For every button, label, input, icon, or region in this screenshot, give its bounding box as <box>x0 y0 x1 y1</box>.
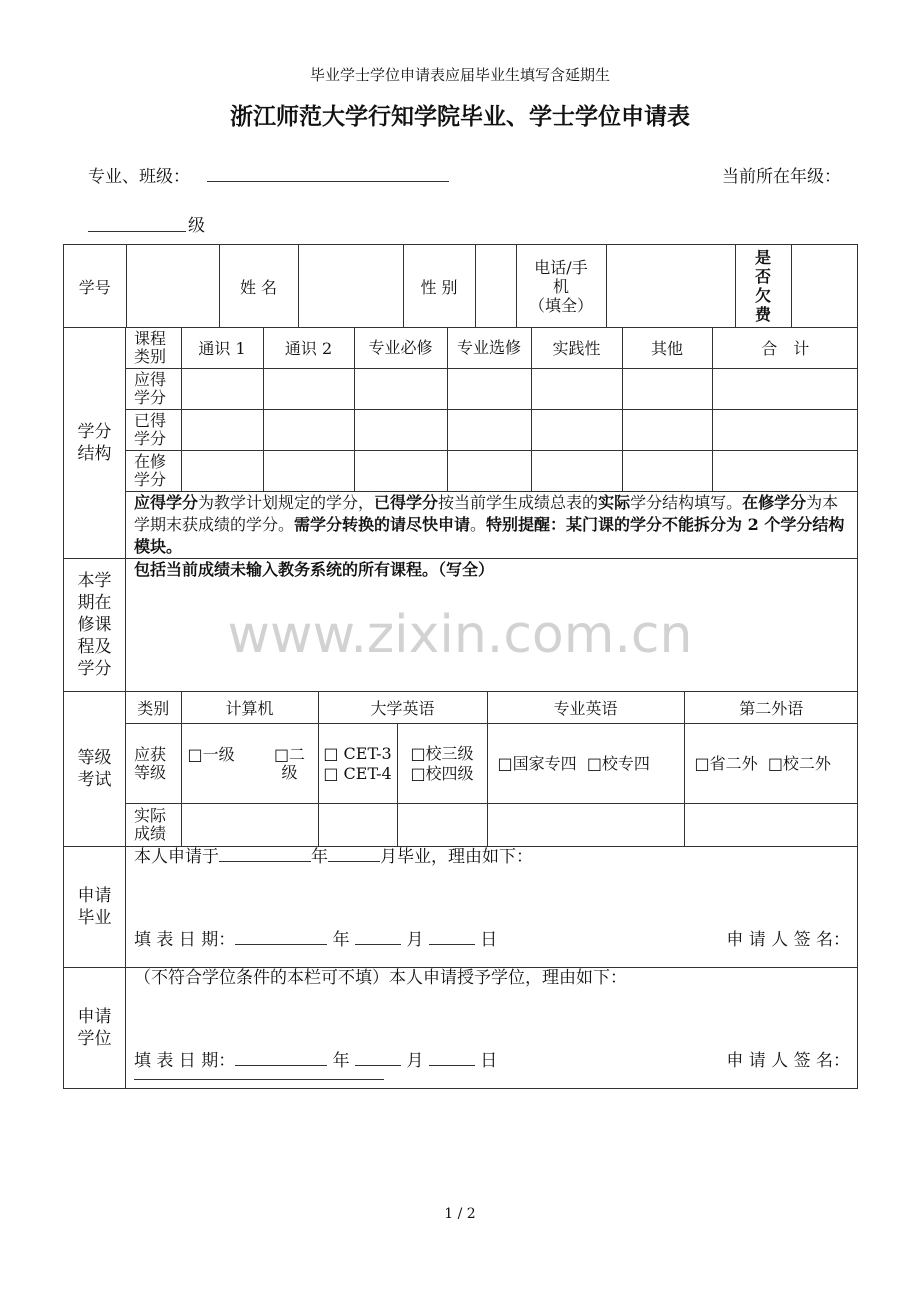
level-exam-row <box>64 691 858 846</box>
student-id-label: 学号 <box>78 277 111 297</box>
grade-suffix: 级 <box>188 216 205 236</box>
watermark: www.zixin.com.cn <box>227 605 693 665</box>
earned-credits-label: 已得学分 <box>134 410 167 448</box>
name-label: 姓 名 <box>239 277 278 297</box>
major-english-score-field[interactable] <box>487 804 684 846</box>
cell[interactable] <box>447 450 531 491</box>
cell[interactable] <box>263 368 354 409</box>
cell[interactable] <box>181 409 263 450</box>
gender-label: 性 别 <box>420 277 458 297</box>
cell[interactable] <box>263 409 354 450</box>
major-class-label: 专业、班级： <box>88 167 190 187</box>
cell[interactable] <box>354 450 447 491</box>
degree-label: 申请学位 <box>77 1006 112 1049</box>
school-english-score-field[interactable] <box>397 804 487 846</box>
course-category-header: 课程类别 <box>134 328 167 366</box>
graduation-field[interactable] <box>126 846 858 967</box>
major-required-header: 专业必修 <box>368 337 433 357</box>
grad-date-year: 年 <box>332 929 350 950</box>
page-number: 1 / 2 <box>444 1206 476 1222</box>
degree-date-month-field[interactable] <box>355 1065 401 1066</box>
phone-field[interactable] <box>606 245 735 327</box>
phone-label-line3: （填全） <box>528 295 593 315</box>
general1-header: 通识 1 <box>198 339 246 359</box>
note-text: 为教学计划规定的学分， <box>198 492 375 512</box>
major-elective-header: 专业选修 <box>456 337 521 357</box>
credit-structure-row <box>64 328 858 559</box>
current-courses-note: 包括当前成绩未输入教务系统的所有课程。（写全） <box>134 559 495 579</box>
grad-date-label: 填 表 日 期： <box>134 929 236 950</box>
degree-date-year-field[interactable] <box>235 1065 327 1066</box>
degree-signature-label: 申 请 人 签 名： <box>726 1050 850 1071</box>
college-english-header: 大学英语 <box>370 698 435 718</box>
grad-date-day-field[interactable] <box>429 944 475 945</box>
exam-category-label: 类别 <box>137 698 170 718</box>
graduation-label: 申请毕业 <box>77 885 112 928</box>
school-second-lang-checkbox[interactable]: □校二外 <box>767 753 831 773</box>
other-header: 其他 <box>650 339 683 359</box>
cell[interactable] <box>354 409 447 450</box>
grad-month-field[interactable] <box>328 861 380 862</box>
credit-header-row <box>126 328 858 368</box>
computer-level1-checkbox[interactable]: □一级 <box>187 744 235 764</box>
total-header: 合 计 <box>761 339 810 359</box>
degree-field[interactable] <box>126 967 858 1088</box>
provincial-second-lang-checkbox[interactable]: □省二外 <box>694 753 758 773</box>
grad-text2: 年 <box>311 846 328 867</box>
note-bold: 在修学分 <box>742 492 807 512</box>
cell[interactable] <box>622 450 712 491</box>
note-bold: 已得学分 <box>374 492 439 512</box>
earned-credits-row <box>126 409 858 450</box>
name-field[interactable] <box>298 245 403 327</box>
grad-year-field[interactable] <box>219 861 311 862</box>
grad-signature-label: 申 请 人 签 名： <box>726 929 850 950</box>
gender-field[interactable] <box>475 245 516 327</box>
cet3-checkbox[interactable]: □ CET-3 <box>323 743 392 763</box>
degree-date-year: 年 <box>332 1050 350 1071</box>
grad-date-month-field[interactable] <box>355 944 401 945</box>
second-language-header: 第二外语 <box>739 698 804 718</box>
application-form <box>63 244 858 1089</box>
cell[interactable] <box>622 368 712 409</box>
basic-info-row <box>64 245 858 328</box>
school-tem4-checkbox[interactable]: □校专四 <box>586 753 650 773</box>
computer-level2-checkbox[interactable]: □二级 <box>273 744 306 782</box>
in-progress-credits-label: 在修学分 <box>134 451 167 489</box>
grad-date-day: 日 <box>480 929 498 950</box>
major-english-header: 专业英语 <box>553 698 618 718</box>
arrears-label: 是否欠费 <box>754 248 771 324</box>
national-tem4-checkbox[interactable]: □国家专四 <box>497 753 577 773</box>
required-credits-row <box>126 368 858 409</box>
phone-label-line2: 机 <box>552 276 569 296</box>
note-bold: 实际 <box>598 492 631 512</box>
degree-date-month: 月 <box>406 1050 424 1071</box>
degree-date-day: 日 <box>480 1050 498 1071</box>
phone-label-line1: 电话/手 <box>534 257 588 277</box>
cell[interactable] <box>181 450 263 491</box>
note-text: 。 <box>470 514 487 534</box>
cell[interactable] <box>263 450 354 491</box>
required-credits-label: 应得学分 <box>134 369 167 407</box>
grad-date-year-field[interactable] <box>235 944 327 945</box>
note-text: 按当前学生成绩总表的 <box>438 492 599 512</box>
cet-score-field[interactable] <box>318 804 397 846</box>
grad-date-month: 月 <box>406 929 424 950</box>
cell[interactable] <box>447 368 531 409</box>
grad-text1: 本人申请于 <box>134 846 219 867</box>
note-bold: 应得学分 <box>134 492 199 512</box>
current-courses-label: 本学期在修课程及学分 <box>77 570 112 679</box>
note-text: 学分结构填写。 <box>630 492 743 512</box>
running-header: 毕业学士学位申请表应届毕业生填写含延期生 <box>309 66 610 84</box>
note-bold: 需学分转换的请尽快申请 <box>294 514 471 534</box>
practice-header: 实践性 <box>552 339 601 359</box>
cell[interactable] <box>181 368 263 409</box>
computer-header: 计算机 <box>225 698 274 718</box>
major-class-field[interactable] <box>207 180 449 182</box>
cell[interactable] <box>447 409 531 450</box>
credit-note <box>126 492 857 558</box>
computer-score-field[interactable] <box>181 804 318 846</box>
credit-structure-label: 学分结构 <box>77 421 112 464</box>
general2-header: 通识 2 <box>284 339 333 359</box>
note-bold: 特别提醒：某门课的学分不能拆分为 2 个学分结构模块。 <box>134 514 845 556</box>
degree-date-label: 填 表 日 期： <box>134 1050 236 1071</box>
arrears-field[interactable] <box>791 245 858 327</box>
cell[interactable] <box>712 450 858 491</box>
cell[interactable] <box>354 368 447 409</box>
graduation-row <box>64 846 858 967</box>
cell[interactable] <box>531 368 622 409</box>
school-level4-checkbox[interactable]: □校四级 <box>410 763 474 783</box>
school-level3-checkbox[interactable]: □校三级 <box>410 743 474 763</box>
grade-label: 当前所在年级： <box>722 167 841 187</box>
actual-score-label: 实际成绩 <box>134 805 167 843</box>
student-id-field[interactable] <box>126 245 219 327</box>
cet4-checkbox[interactable]: □ CET-4 <box>323 763 392 783</box>
degree-signature-field[interactable] <box>134 1078 384 1080</box>
grad-text3: 月毕业，理由如下： <box>380 846 533 867</box>
level-exam-label: 等级考试 <box>77 747 112 790</box>
cell[interactable] <box>712 368 858 409</box>
grade-field[interactable] <box>88 230 186 232</box>
cell[interactable] <box>712 409 858 450</box>
cell[interactable] <box>531 409 622 450</box>
degree-date-day-field[interactable] <box>429 1065 475 1066</box>
document-title: 浙江师范大学行知学院毕业、学士学位申请表 <box>230 104 690 130</box>
cell[interactable] <box>531 450 622 491</box>
should-get-level-label: 应获等级 <box>134 744 167 782</box>
note-text: 为本学期末获成绩的学分。 <box>134 492 839 534</box>
in-progress-credits-row <box>126 450 858 491</box>
cell[interactable] <box>622 409 712 450</box>
degree-text: （不符合学位条件的本栏可不填）本人申请授予学位，理由如下： <box>134 967 627 988</box>
second-lang-score-field[interactable] <box>684 804 858 846</box>
degree-row <box>64 967 858 1088</box>
